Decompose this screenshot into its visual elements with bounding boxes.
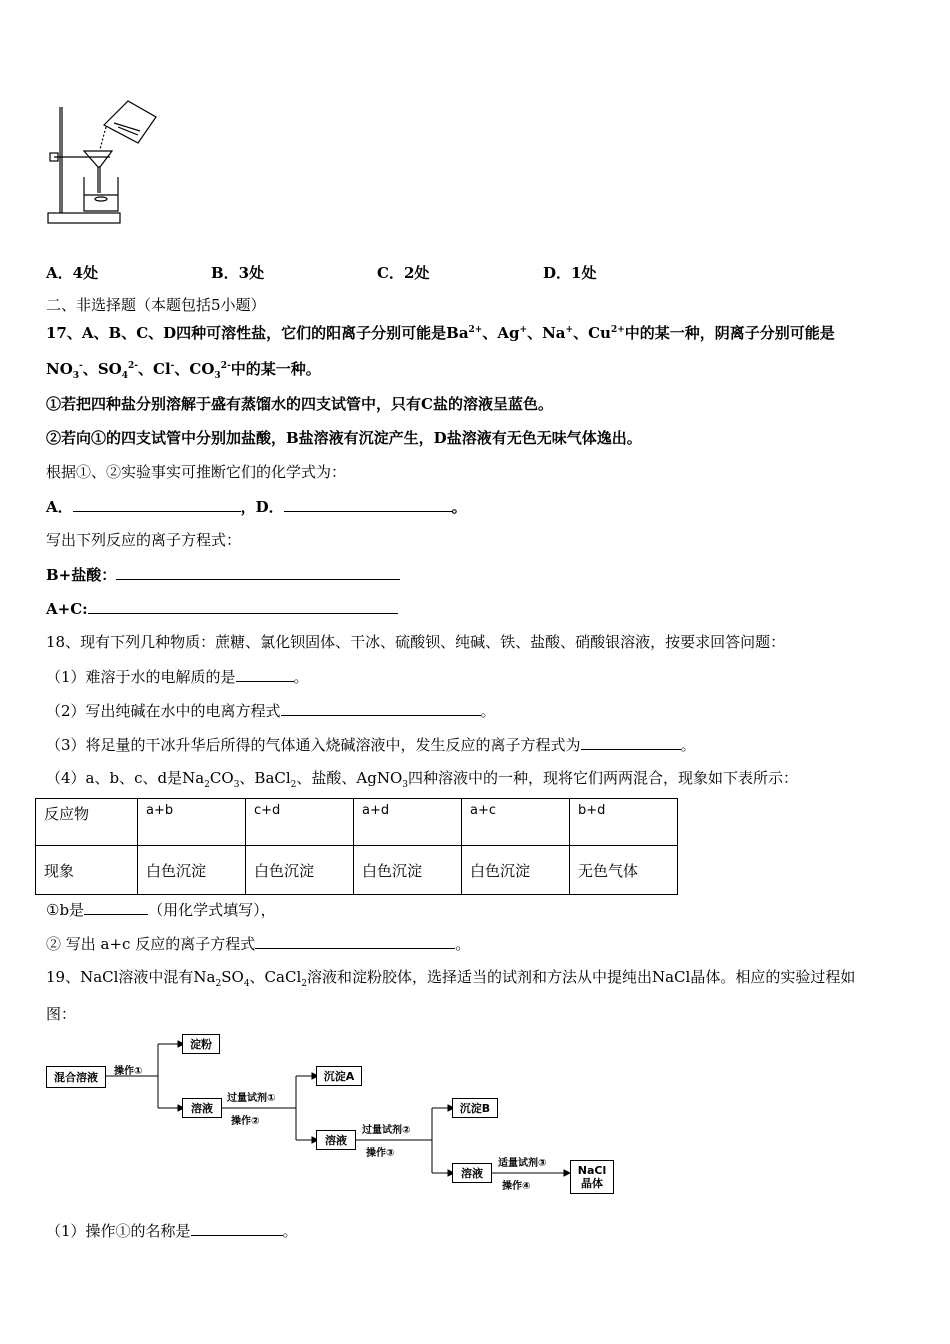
table-cell: a+b	[138, 799, 246, 846]
q18-part2: （2）写出纯碱在水中的电离方程式 。	[46, 702, 496, 720]
table-row	[36, 846, 678, 895]
table-cell: 现象	[36, 846, 138, 895]
q17-a-c: A+C:	[46, 598, 398, 619]
q17-infer: 根据①、②实验事实可推断它们的化学式为：	[46, 463, 347, 481]
table-row	[36, 799, 678, 846]
q19-part1: （1）操作①的名称是 。	[46, 1222, 298, 1240]
q17-write: 写出下列反应的离子方程式：	[46, 531, 242, 549]
flow-diagram-lines	[40, 1025, 630, 1205]
answer-blank-d[interactable]	[284, 496, 452, 512]
flow-op3: 操作③	[366, 1148, 395, 1159]
q17-line2: $NO_3^-$、$SO_4^{2-}$、Cl-、$CO_3^{2-}$中的某一种。	[46, 360, 321, 381]
flow-starch: 淀粉	[182, 1034, 220, 1054]
q17-blanks-ad: A． ，D． 。	[46, 498, 467, 516]
q17-b-hcl: B+盐酸：	[46, 564, 400, 585]
table-cell: b+d	[570, 799, 678, 846]
answer-blank-18-b[interactable]	[84, 899, 148, 915]
table-cell: 无色气体	[570, 846, 678, 895]
q19-intro: 19、NaCl溶液中混有$Na_2SO_4$、CaCl$_2$溶液和淀粉胶体，选择适当的试剂和方法从中提纯出NaCl晶体。相应的实验过程如	[46, 968, 856, 989]
flow-op4: 操作④	[502, 1181, 531, 1192]
table-cell: c+d	[246, 799, 354, 846]
option-b: B．3处	[211, 264, 265, 282]
answer-blank-a[interactable]	[73, 496, 241, 512]
q18-part4: （4）a、b、c、d是$Na_2CO_3$、BaCl$_2$、盐酸、AgNO$_3$四种溶液中的一种，现将它们两两混合，现象如下表所示：	[46, 769, 799, 790]
table-cell: 反应物	[36, 799, 138, 846]
flow-solution-3: 溶液	[452, 1163, 492, 1183]
q19-intro-line2: 图：	[46, 1005, 77, 1023]
table-cell: a+c	[462, 799, 570, 846]
table-cell: a+d	[354, 799, 462, 846]
flow-precip-b: 沉淀B	[452, 1098, 498, 1118]
table-cell: 白色沉淀	[246, 846, 354, 895]
flow-op2: 操作②	[231, 1116, 260, 1127]
flow-nacl-crystal: NaCl 晶体	[570, 1160, 614, 1194]
flow-reagent1: 过量试剂①	[227, 1093, 276, 1104]
reaction-table	[35, 798, 678, 895]
flow-reagent3: 适量试剂③	[498, 1158, 547, 1169]
q18-part3: （3）将足量的干冰升华后所得的气体通入烧碱溶液中，发生反应的离子方程式为 。	[46, 736, 696, 754]
flow-solution-2: 溶液	[316, 1130, 356, 1150]
answer-blank-18-1[interactable]	[236, 666, 294, 682]
q18-sub1: ①b是 （用化学式填写），	[46, 901, 276, 919]
flow-mixture: 混合溶液	[46, 1066, 106, 1088]
q18-sub2: ② 写出 a+c 反应的离子方程式 。	[46, 935, 471, 953]
q17-line1: 17、A、B、C、D四种可溶性盐，它们的阳离子分别可能是$Ba^{2+}$、Ag+、Na+、$Cu^{2+}$中的某一种，阴离子分别可能是	[46, 324, 835, 342]
flow-reagent2: 过量试剂②	[362, 1125, 411, 1136]
option-d: D．1处	[543, 264, 597, 282]
section-heading: 二、非选择题（本题包括5小题）	[46, 296, 266, 314]
answer-blank-a-c[interactable]	[88, 598, 398, 614]
q18-part1: （1）难溶于水的电解质的是 。	[46, 668, 309, 686]
q17-condition-1: ①若把四种盐分别溶解于盛有蒸馏水的四支试管中，只有C盐的溶液呈蓝色。	[46, 395, 553, 413]
answer-blank-b-hcl[interactable]	[116, 564, 400, 580]
filtration-apparatus-figure	[40, 95, 170, 235]
q17-condition-2: ②若向①的四支试管中分别加盐酸，B盐溶液有沉淀产生，D盐溶液有无色无味气体逸出。	[46, 429, 642, 447]
q18-intro: 18、现有下列几种物质：蔗糖、氯化钡固体、干冰、硫酸钡、纯碱、铁、盐酸、硝酸银溶液，按要求回答问题：	[46, 633, 786, 651]
answer-blank-19-1[interactable]	[191, 1220, 283, 1236]
answer-blank-18-ac[interactable]	[255, 933, 455, 949]
flow-solution-1: 溶液	[182, 1098, 222, 1118]
flow-op1: 操作①	[114, 1066, 143, 1077]
flow-precip-a: 沉淀A	[316, 1066, 362, 1086]
table-cell: 白色沉淀	[462, 846, 570, 895]
answer-blank-18-3[interactable]	[581, 734, 681, 750]
table-cell: 白色沉淀	[354, 846, 462, 895]
answer-blank-18-2[interactable]	[281, 700, 481, 716]
option-a: A．4处	[46, 264, 99, 282]
table-cell: 白色沉淀	[138, 846, 246, 895]
option-c: C．2处	[377, 264, 430, 282]
